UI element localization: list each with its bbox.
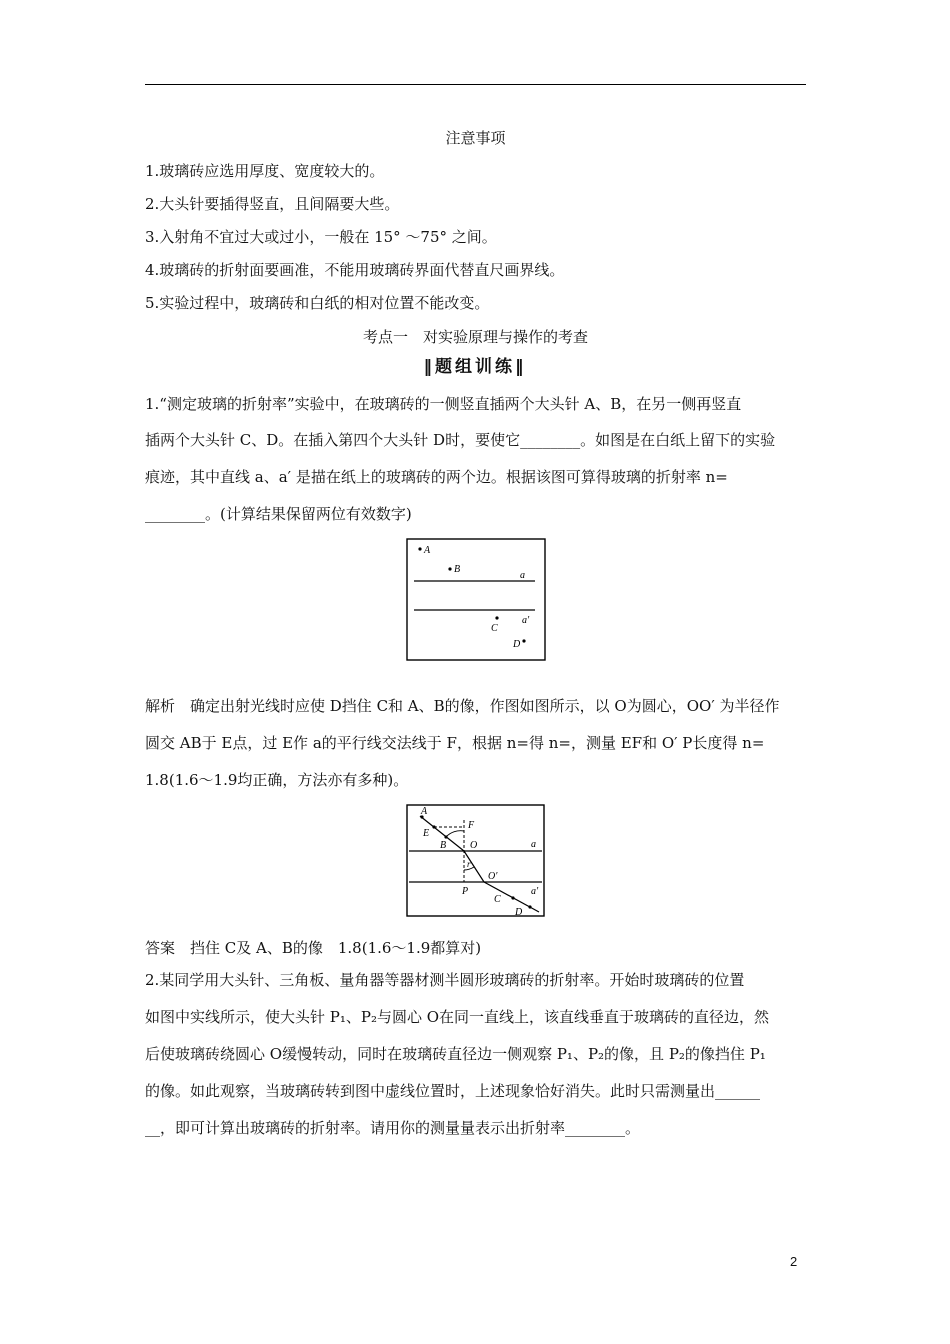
section-banner: ‖题组训练‖ (423, 357, 527, 377)
analysis-line-3: 1.8(1.6～1.9均正确，方法亦有多种)。 (145, 771, 409, 789)
notes-heading: 注意事项 (445, 129, 506, 147)
fig1-label-line-a: a (520, 570, 525, 581)
note-item-5: 5.实验过程中，玻璃砖和白纸的相对位置不能改变。 (145, 294, 490, 312)
analysis-line-2: 圆交 AB于 E点，过 E作 a的平行线交法线于 F，根据 n=得 n=，测量 EF和 O′ P长度得 n= (145, 734, 765, 752)
q1-line-1: 1.“测定玻璃的折射率”实验中，在玻璃砖的一侧竖直插两个大头针 A、B，在另一侧再竖直 (145, 395, 742, 413)
q1-line-2: 插两个大头针 C、D。在插入第四个大头针 D时，要使它________。如图是在白纸上留下的实验 (145, 431, 776, 449)
fig2-label-a: A (421, 806, 428, 817)
fig1-label-b: B (454, 564, 461, 575)
circle-arc-upper (446, 831, 464, 837)
fig1-label-a: A (424, 545, 431, 556)
fig2-label-line-a: a (531, 839, 536, 850)
fig1-label-d: D (513, 639, 521, 650)
analysis-line-1: 解析 确定出射光线时应使 D挡住 C和 A、B的像，作图如图所示，以 O为圆心，OO′ 为半径作 (145, 697, 780, 715)
fig2-label-b: B (440, 840, 447, 851)
q1-line-3: 痕迹，其中直线 a、a′ 是描在纸上的玻璃砖的两个边。根据该图可算得玻璃的折射率 n= (145, 468, 728, 486)
page-number: 2 (790, 1254, 798, 1269)
pin-d-dot (522, 639, 525, 642)
fig2-label-line-a-prime: a′ (531, 886, 539, 897)
q1-line-4: ________。(计算结果保留两位有效数字) (145, 505, 412, 523)
note-item-2: 2.大头针要插得竖直，且间隔要大些。 (145, 195, 400, 213)
note-item-3: 3.入射角不宜过大或过小，一般在 15° ～75° 之间。 (145, 228, 497, 246)
section-title: 考点一 对实验原理与操作的考查 (362, 328, 588, 346)
fig2-label-c: C (494, 894, 501, 905)
fig2-point-e-dot (432, 825, 435, 828)
fig2-label-e: E (423, 828, 430, 839)
fig2-label-f: F (468, 820, 475, 831)
answer-line: 答案 挡住 C及 A、B的像 1.8(1.6～1.9都算对) (145, 939, 482, 957)
fig2-pin-b-dot (444, 835, 447, 838)
pin-c-dot (495, 616, 498, 619)
pin-b-dot (448, 567, 451, 570)
fig2-label-o-prime: O′ (488, 871, 498, 882)
fig1-label-c: C (491, 623, 498, 634)
note-item-1: 1.玻璃砖应选用厚度、宽度较大的。 (145, 162, 385, 180)
note-item-4: 4.玻璃砖的折射面要画准，不能用玻璃砖界面代替直尺画界线。 (145, 261, 565, 279)
header-rule (145, 84, 806, 85)
fig2-pin-c-dot (511, 896, 514, 899)
q2-line-4: 的像。如此观察，当玻璃砖转到图中虚线位置时，上述现象恰好消失。此时只需测量出______ (145, 1082, 761, 1100)
fig2-pin-d-dot (528, 905, 531, 908)
fig2-label-p: P (462, 886, 469, 897)
fig2-label-o: O (470, 840, 478, 851)
figure-2-construction (406, 804, 545, 917)
q2-line-5: __，即可计算出玻璃砖的折射率。请用你的测量量表示出折射率________。 (145, 1119, 641, 1137)
q2-line-1: 2.某同学用大头针、三角板、量角器等器材测半圆形玻璃砖的折射率。开始时玻璃砖的位置 (145, 971, 745, 989)
figure-1-trace (406, 538, 546, 661)
fig2-label-r: r (467, 859, 471, 869)
fig1-label-line-a-prime: a′ (522, 615, 530, 626)
q2-line-3: 后使玻璃砖绕圆心 O缓慢转动，同时在玻璃砖直径边一侧观察 P₁、P₂的像，且 P₂的像挡住 P₁ (145, 1045, 766, 1063)
q2-line-2: 如图中实线所示，使大头针 P₁、P₂与圆心 O在同一直线上，该直线垂直于玻璃砖的直径边，然 (145, 1008, 770, 1026)
pin-a-dot (418, 547, 421, 550)
fig2-label-d: D (515, 907, 523, 917)
